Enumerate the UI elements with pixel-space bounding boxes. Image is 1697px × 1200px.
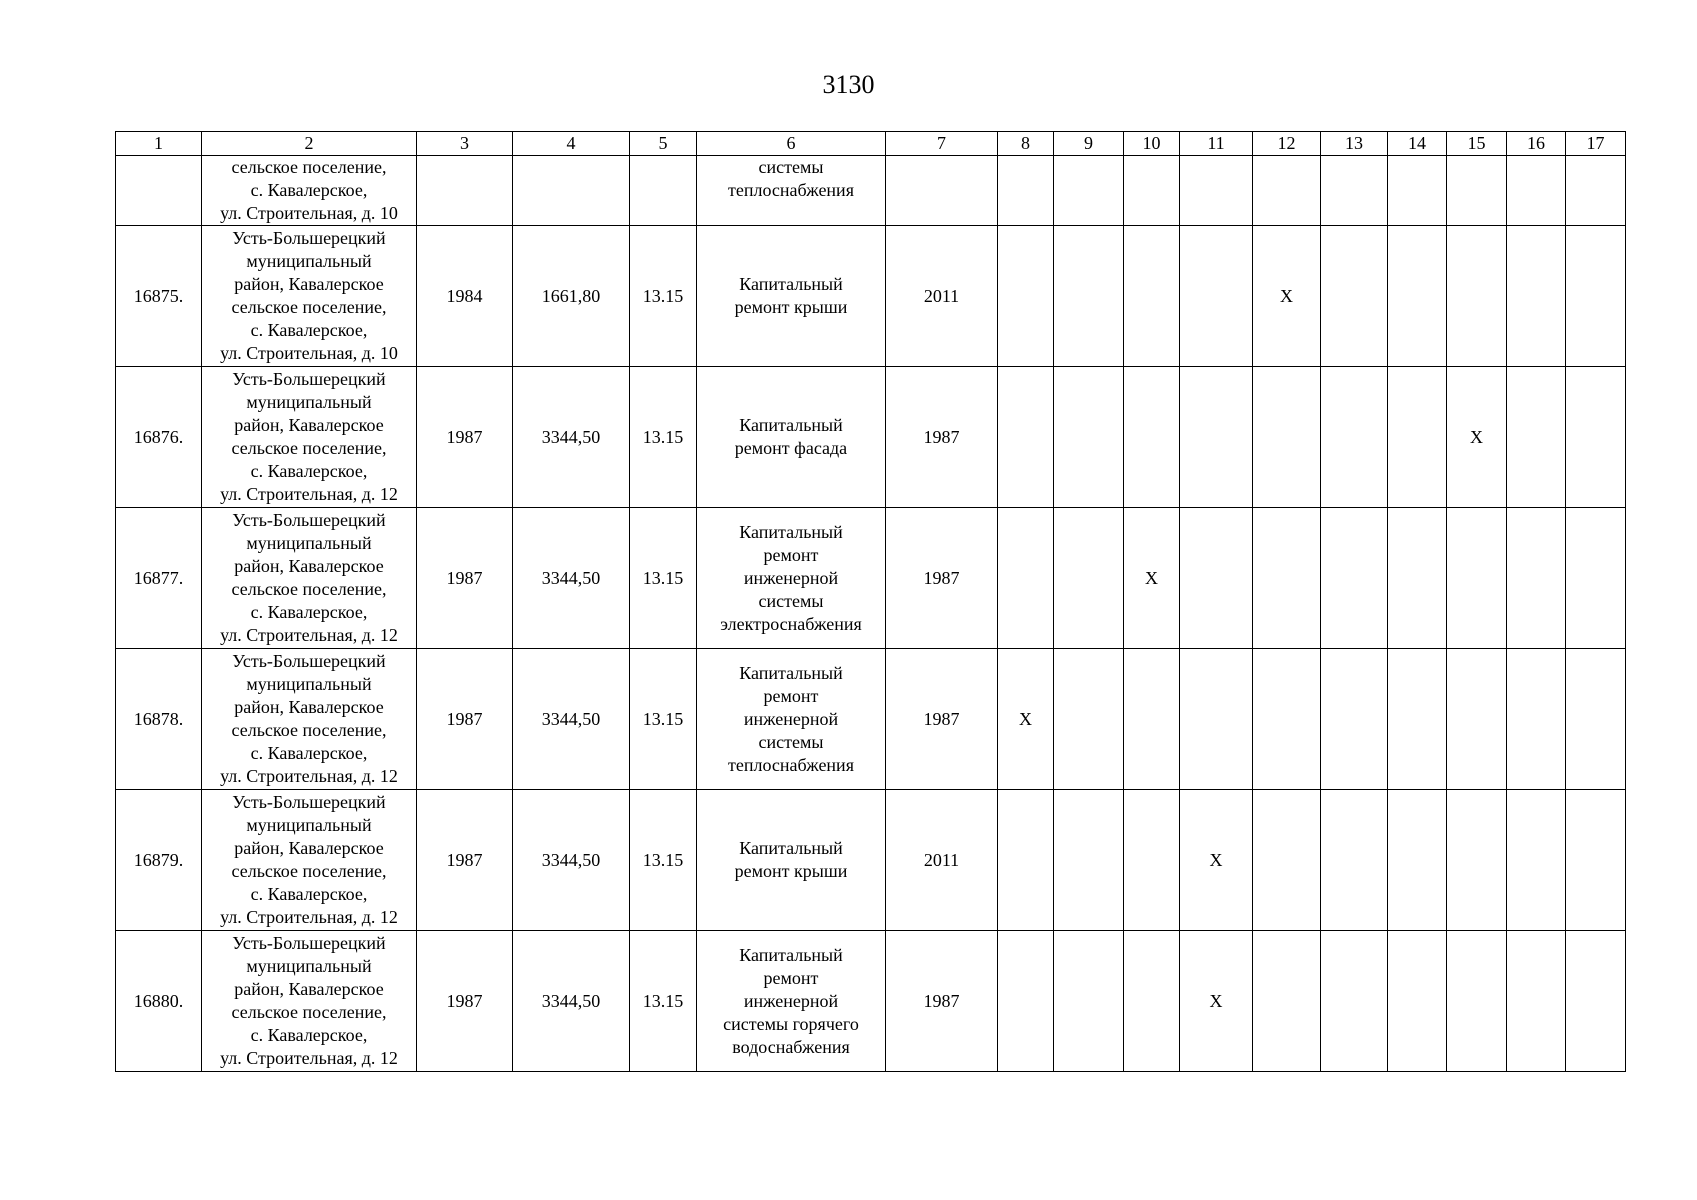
mark-cell-col-13: [1321, 156, 1388, 226]
address-cell: [202, 226, 417, 367]
planned-year-cell: 2011: [886, 790, 998, 931]
mark-cell-col-16: [1507, 226, 1566, 367]
address-cell: [202, 367, 417, 508]
address-cell: [202, 649, 417, 790]
address-cell: [202, 508, 417, 649]
work-type-line: инженерной: [743, 567, 839, 588]
address-line: с. Кавалерское,: [250, 743, 368, 763]
address-line: сельское поселение,: [231, 861, 387, 881]
column-header-17: 17: [1566, 132, 1626, 156]
row-number-cell: 16877.: [116, 508, 202, 649]
mark-cell-col-16: [1507, 367, 1566, 508]
mark-cell-col-10: [1124, 790, 1180, 931]
row-number-cell: 16876.: [116, 367, 202, 508]
mark-cell-col-8: [998, 508, 1054, 649]
column-header-15: 15: [1447, 132, 1507, 156]
table-row: [116, 367, 1626, 508]
column-header-14: 14: [1388, 132, 1447, 156]
planned-year-cell: 1987: [886, 508, 998, 649]
table-row: [116, 226, 1626, 367]
address-line: сельское поселение,: [231, 1002, 387, 1022]
work-type-cell: [697, 367, 886, 508]
address-line: муниципальный: [246, 533, 372, 553]
address-line: район, Кавалерское: [234, 838, 384, 858]
address-line: Усть-Большерецкий: [232, 651, 386, 671]
mark-cell-col-14: [1388, 931, 1447, 1072]
address-line: с. Кавалерское,: [250, 602, 368, 622]
table-row: [116, 931, 1626, 1072]
planned-year-cell: 2011: [886, 226, 998, 367]
address-line: сельское поселение,: [231, 438, 387, 458]
year-cell: 1987: [417, 508, 513, 649]
table-row: [116, 649, 1626, 790]
mark-cell-col-8: X: [998, 649, 1054, 790]
mark-cell-col-12: [1253, 790, 1321, 931]
column-header-4: 4: [513, 132, 630, 156]
work-type-line: системы: [758, 731, 824, 752]
mark-cell-col-13: [1321, 226, 1388, 367]
mark-cell-col-12: [1253, 508, 1321, 649]
address-line: Усть-Большерецкий: [232, 228, 386, 248]
mark-cell-col-10: [1124, 226, 1180, 367]
mark-cell-col-17: [1566, 156, 1626, 226]
mark-cell-col-12: [1253, 649, 1321, 790]
code-cell: [630, 156, 697, 226]
mark-cell-col-15: [1447, 649, 1507, 790]
mark-cell-col-14: [1388, 367, 1447, 508]
column-header-9: 9: [1054, 132, 1124, 156]
address-line: с. Кавалерское,: [250, 461, 368, 481]
work-type-line: Капитальный: [739, 274, 843, 294]
mark-cell-col-12: [1253, 931, 1321, 1072]
row-number-cell: [116, 156, 202, 226]
address-line: сельское поселение,: [231, 297, 387, 317]
code-cell: 13.15: [630, 367, 697, 508]
mark-cell-col-11: [1180, 508, 1253, 649]
address-line: муниципальный: [246, 674, 372, 694]
mark-cell-col-13: [1321, 790, 1388, 931]
year-cell: 1987: [417, 931, 513, 1072]
address-line: с. Кавалерское,: [250, 320, 368, 340]
header-row: [116, 132, 1626, 156]
code-cell: 13.15: [630, 790, 697, 931]
address-line: Усть-Большерецкий: [232, 792, 386, 812]
mark-cell-col-8: [998, 156, 1054, 226]
column-header-13: 13: [1321, 132, 1388, 156]
mark-cell-col-14: [1388, 790, 1447, 931]
address-line: сельское поселение,: [231, 720, 387, 740]
mark-cell-col-11: [1180, 156, 1253, 226]
mark-cell-col-9: [1054, 226, 1124, 367]
address-cell: [202, 156, 417, 226]
work-type-line: системы: [758, 590, 824, 611]
mark-cell-col-17: [1566, 649, 1626, 790]
mark-cell-col-10: [1124, 367, 1180, 508]
mark-cell-col-17: [1566, 367, 1626, 508]
mark-cell-col-11: [1180, 649, 1253, 790]
work-type-line: Капитальный: [739, 662, 843, 683]
year-cell: 1987: [417, 649, 513, 790]
mark-cell-col-17: [1566, 931, 1626, 1072]
planned-year-cell: 1987: [886, 649, 998, 790]
work-type-cell: [697, 649, 886, 790]
address-line: ул. Строительная, д. 12: [220, 484, 398, 504]
mark-cell-col-14: [1388, 649, 1447, 790]
work-type-line: ремонт: [763, 544, 819, 565]
address-cell: [202, 790, 417, 931]
code-cell: 13.15: [630, 508, 697, 649]
code-cell: 13.15: [630, 931, 697, 1072]
repair-schedule-table: [115, 131, 1626, 1072]
year-cell: 1987: [417, 790, 513, 931]
address-line: муниципальный: [246, 956, 372, 976]
mark-cell-col-8: [998, 931, 1054, 1072]
area-cell: 3344,50: [513, 367, 630, 508]
year-cell: 1984: [417, 226, 513, 367]
address-line: с. Кавалерское,: [250, 180, 368, 200]
mark-cell-col-17: [1566, 226, 1626, 367]
mark-cell-col-9: [1054, 367, 1124, 508]
mark-cell-col-10: X: [1124, 508, 1180, 649]
mark-cell-col-16: [1507, 156, 1566, 226]
mark-cell-col-12: X: [1253, 226, 1321, 367]
mark-cell-col-9: [1054, 649, 1124, 790]
work-type-line: Капитальный: [739, 415, 843, 435]
address-line: ул. Строительная, д. 12: [220, 1048, 398, 1068]
mark-cell-col-15: X: [1447, 367, 1507, 508]
work-type-line: теплоснабжения: [728, 754, 854, 775]
row-number-cell: 16880.: [116, 931, 202, 1072]
address-line: муниципальный: [246, 251, 372, 271]
mark-cell-col-9: [1054, 931, 1124, 1072]
work-type-line: водоснабжения: [732, 1036, 850, 1057]
address-line: район, Кавалерское: [234, 274, 384, 294]
mark-cell-col-11: [1180, 367, 1253, 508]
table-row: [116, 790, 1626, 931]
address-line: сельское поселение,: [231, 579, 387, 599]
address-line: Усть-Большерецкий: [232, 933, 386, 953]
mark-cell-col-10: [1124, 931, 1180, 1072]
table-header: [116, 132, 1626, 156]
address-line: район, Кавалерское: [234, 979, 384, 999]
work-type-line: инженерной: [743, 708, 839, 729]
mark-cell-col-11: X: [1180, 790, 1253, 931]
mark-cell-col-17: [1566, 508, 1626, 649]
column-header-2: 2: [202, 132, 417, 156]
mark-cell-col-8: [998, 367, 1054, 508]
column-header-16: 16: [1507, 132, 1566, 156]
mark-cell-col-10: [1124, 156, 1180, 226]
column-header-11: 11: [1180, 132, 1253, 156]
address-line: ул. Строительная, д. 12: [220, 907, 398, 927]
mark-cell-col-12: [1253, 367, 1321, 508]
column-header-3: 3: [417, 132, 513, 156]
mark-cell-col-9: [1054, 508, 1124, 649]
mark-cell-col-8: [998, 790, 1054, 931]
work-type-cell: [697, 508, 886, 649]
code-cell: 13.15: [630, 649, 697, 790]
address-cell: [202, 931, 417, 1072]
mark-cell-col-15: [1447, 156, 1507, 226]
mark-cell-col-11: X: [1180, 931, 1253, 1072]
work-type-line: ремонт крыши: [734, 297, 848, 317]
table-row: [116, 508, 1626, 649]
area-cell: 3344,50: [513, 508, 630, 649]
table-row: [116, 156, 1626, 226]
mark-cell-col-10: [1124, 649, 1180, 790]
mark-cell-col-8: [998, 226, 1054, 367]
year-cell: 1987: [417, 367, 513, 508]
mark-cell-col-15: [1447, 790, 1507, 931]
repair-schedule-table-wrap: [115, 131, 1625, 1072]
address-line: ул. Строительная, д. 12: [220, 625, 398, 645]
year-cell: [417, 156, 513, 226]
address-line: район, Кавалерское: [234, 556, 384, 576]
mark-cell-col-16: [1507, 649, 1566, 790]
mark-cell-col-12: [1253, 156, 1321, 226]
mark-cell-col-9: [1054, 156, 1124, 226]
mark-cell-col-15: [1447, 931, 1507, 1072]
work-type-cell: [697, 790, 886, 931]
row-number-cell: 16879.: [116, 790, 202, 931]
column-header-5: 5: [630, 132, 697, 156]
column-header-10: 10: [1124, 132, 1180, 156]
work-type-cell: [697, 931, 886, 1072]
mark-cell-col-15: [1447, 226, 1507, 367]
mark-cell-col-13: [1321, 508, 1388, 649]
area-cell: 1661,80: [513, 226, 630, 367]
address-line: Усть-Большерецкий: [232, 369, 386, 389]
address-line: муниципальный: [246, 392, 372, 412]
code-cell: 13.15: [630, 226, 697, 367]
work-type-line: Капитальный: [739, 944, 843, 965]
page-number: 3130: [822, 70, 875, 99]
column-header-12: 12: [1253, 132, 1321, 156]
mark-cell-col-15: [1447, 508, 1507, 649]
address-line: район, Кавалерское: [234, 697, 384, 717]
address-line: с. Кавалерское,: [250, 884, 368, 904]
mark-cell-col-16: [1507, 790, 1566, 931]
address-line: с. Кавалерское,: [250, 1025, 368, 1045]
address-line: Усть-Большерецкий: [232, 510, 386, 530]
work-type-line: ремонт фасада: [734, 438, 848, 458]
planned-year-cell: [886, 156, 998, 226]
row-number-cell: 16875.: [116, 226, 202, 367]
address-line: ул. Строительная, д. 10: [220, 343, 398, 363]
mark-cell-col-14: [1388, 226, 1447, 367]
work-type-line: ремонт: [763, 685, 819, 706]
planned-year-cell: 1987: [886, 367, 998, 508]
address-line: муниципальный: [246, 815, 372, 835]
work-type-line: теплоснабжения: [728, 180, 854, 200]
mark-cell-col-13: [1321, 931, 1388, 1072]
mark-cell-col-13: [1321, 649, 1388, 790]
mark-cell-col-11: [1180, 226, 1253, 367]
table-body: [116, 156, 1626, 1072]
work-type-line: системы: [758, 157, 824, 177]
column-header-6: 6: [697, 132, 886, 156]
mark-cell-col-17: [1566, 790, 1626, 931]
work-type-cell: [697, 226, 886, 367]
work-type-line: инженерной: [743, 990, 839, 1011]
address-line: ул. Строительная, д. 12: [220, 766, 398, 786]
area-cell: 3344,50: [513, 931, 630, 1072]
column-header-7: 7: [886, 132, 998, 156]
mark-cell-col-13: [1321, 367, 1388, 508]
work-type-line: ремонт: [763, 967, 819, 988]
planned-year-cell: 1987: [886, 931, 998, 1072]
mark-cell-col-14: [1388, 156, 1447, 226]
address-line: сельское поселение,: [231, 157, 387, 177]
area-cell: 3344,50: [513, 790, 630, 931]
work-type-cell: [697, 156, 886, 226]
mark-cell-col-16: [1507, 508, 1566, 649]
work-type-line: электроснабжения: [720, 613, 862, 634]
address-line: район, Кавалерское: [234, 415, 384, 435]
work-type-line: ремонт крыши: [734, 861, 848, 881]
area-cell: [513, 156, 630, 226]
work-type-line: системы горячего: [723, 1013, 859, 1034]
row-number-cell: 16878.: [116, 649, 202, 790]
mark-cell-col-14: [1388, 508, 1447, 649]
work-type-line: Капитальный: [739, 838, 843, 858]
mark-cell-col-9: [1054, 790, 1124, 931]
work-type-line: Капитальный: [739, 521, 843, 542]
area-cell: 3344,50: [513, 649, 630, 790]
column-header-1: 1: [116, 132, 202, 156]
column-header-8: 8: [998, 132, 1054, 156]
address-line: ул. Строительная, д. 10: [220, 203, 398, 223]
mark-cell-col-16: [1507, 931, 1566, 1072]
